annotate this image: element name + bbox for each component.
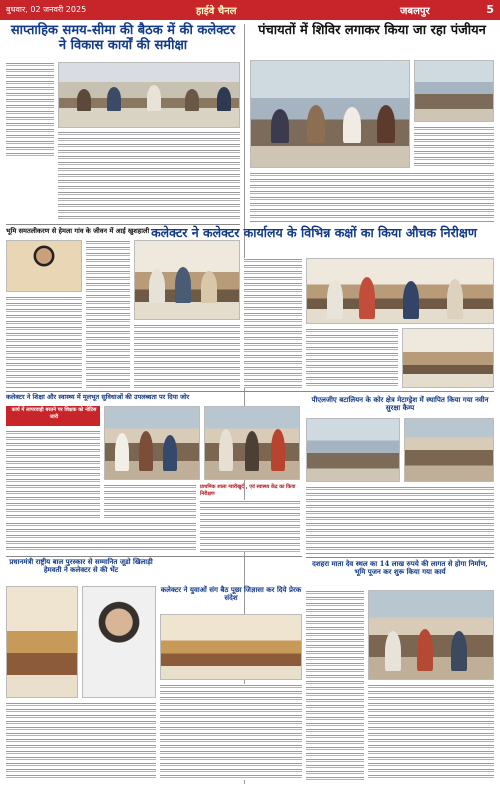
edition-city: जबलपुर [400, 6, 430, 17]
article-8-photo-1 [6, 586, 78, 698]
article-9-photo [160, 614, 302, 680]
article-4-body-cont [306, 328, 398, 388]
article-2-photo-1 [250, 60, 410, 168]
article-5-subhead-2: प्राथमिक शाला ग्वारीखुर्द , एवं स्वास्थ्य केंद्र का किया निरीक्षण [200, 484, 296, 497]
article-6-photo-2 [404, 418, 494, 482]
article-8-body [6, 702, 156, 780]
article-6-photo-1 [306, 418, 400, 482]
article-5-body-bottom [6, 522, 196, 552]
article-5-body-right [200, 500, 300, 552]
article-9-headline: कलेक्टर ने युवाओं संग बैठ पूछा जिज्ञासा कर दिये प्रेरक संदेश [160, 585, 302, 603]
article-5-photo-2 [204, 406, 300, 480]
article-6-body [306, 486, 494, 554]
article-7-photo [368, 590, 494, 680]
article-2-body-a [414, 126, 494, 168]
article-5-subhead: कार्य में लापरवाही बरतने पर शिक्षक को नोटिस जारी [11, 407, 97, 420]
article-4-photo-1 [134, 240, 240, 320]
divider [306, 557, 494, 558]
article-4-headline: कलेक्टर ने कलेक्टर कार्यालय के विभिन्न कक्षों का किया औचक निरीक्षण [151, 225, 477, 240]
article-1-body [6, 62, 54, 158]
article-1-body-cont [58, 131, 240, 221]
article-7-headline: दशहरा माता देव स्थल का 14 लाख रुपये की लागत से होगा निर्माण, भूमि पूजन कर शुरू किया गया कार्य [312, 559, 488, 577]
divider [6, 391, 494, 392]
article-1-headline: साप्ताहिक समय-सीमा की बैठक में की कलेक्टर ने विकास कार्यों की समीक्षा [10, 23, 236, 53]
article-7-body-cont [368, 684, 494, 780]
article-1-photo [58, 62, 240, 128]
article-2-headline: पंचायतों में शिविर लगाकर किया जा रहा पंजीयन [258, 23, 486, 38]
article-5-body-cont [104, 484, 196, 520]
article-4-photo-2 [306, 258, 494, 324]
article-2-body [250, 172, 494, 222]
article-6-headline: पीएलजीए बटालियन के कोर क्षेत्र मेटाग्ड्रेश में स्थापित किया गया नवीन सुरक्षा कैम्प [311, 395, 489, 413]
brand-name: हाईवे चैनल [196, 6, 237, 17]
article-4-body-left [134, 324, 240, 388]
article-3-photo [6, 240, 82, 292]
article-8-photo-2 [82, 586, 156, 698]
article-5-headline: कलेक्टर ने शिक्षा और स्वास्थ्य में मूलभूत सुविधाओं की उपलब्धता पर दिया जोर [6, 393, 190, 401]
article-8-headline: प्रधानमंत्री राष्ट्रीय बाल पुरस्कार से सम्मानित जूडो खिलाड़ी हेमवती ने कलेक्टर से की भेंट [9, 557, 153, 575]
article-2-photo-2 [414, 60, 494, 122]
article-4-photo-3 [402, 328, 494, 388]
article-3-headline: भूमि समतलीकरण से हेमला गांव के जीवन में आई खुशहाली [6, 227, 150, 235]
article-5-photo-1 [104, 406, 200, 480]
article-7-body [306, 590, 364, 780]
page-number: 5 [486, 3, 494, 16]
masthead [0, 0, 500, 20]
article-4-body [244, 258, 302, 388]
article-3-body [86, 240, 130, 388]
article-9-body [160, 684, 302, 780]
article-3-body-cont [6, 296, 82, 388]
issue-date: बुधवार, 02 जनवरी 2025 [6, 5, 87, 14]
article-5-body [6, 430, 100, 520]
